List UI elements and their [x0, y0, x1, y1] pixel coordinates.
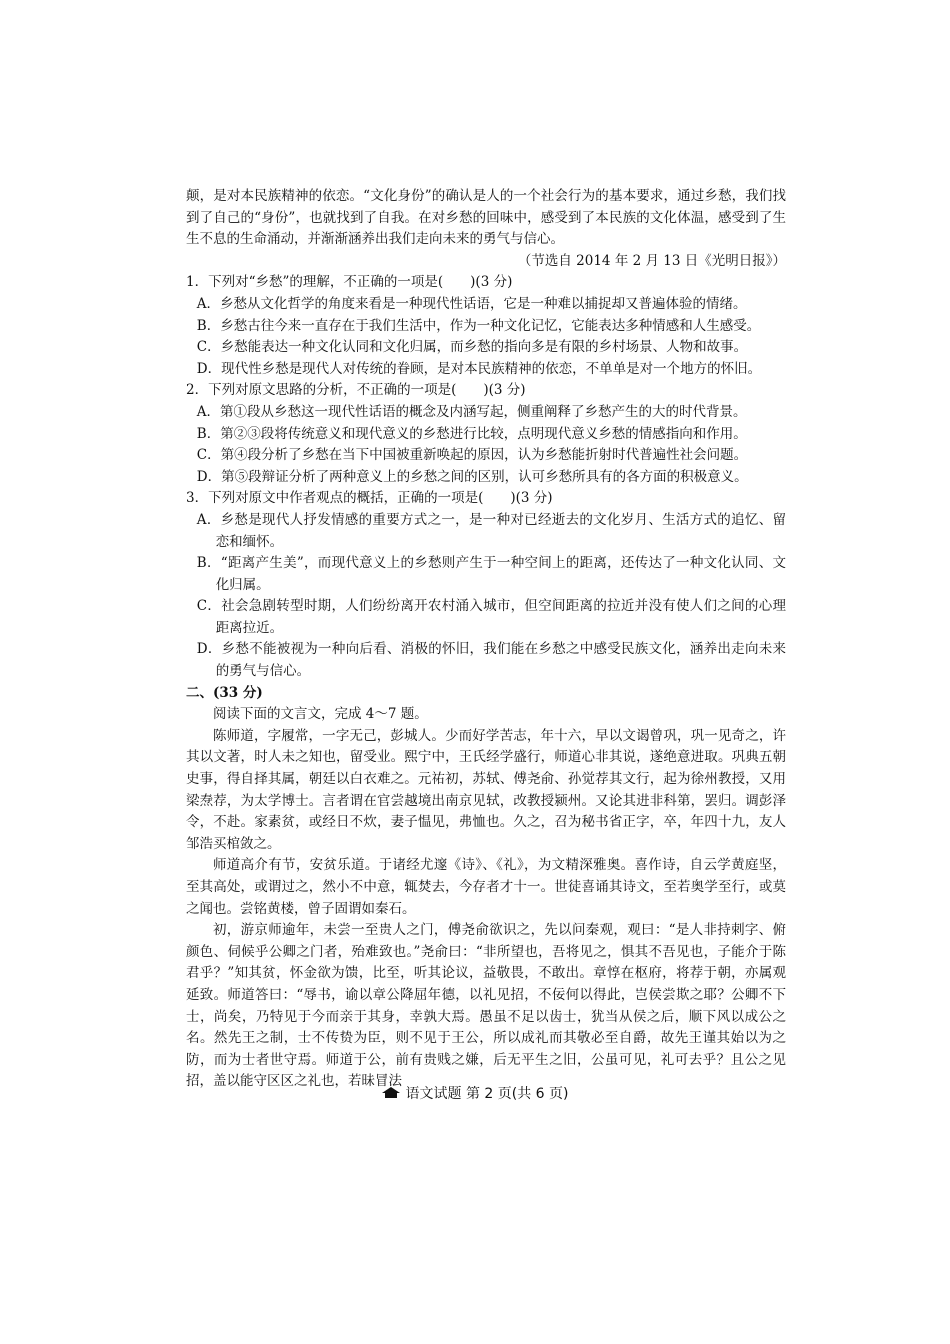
footer-page-label: 语文试题 第 2 页(共 6 页)	[405, 1086, 569, 1102]
option-d: D．第⑤段辩证分析了两种意义上的乡愁之间的区别，认可乡愁所具有的各方面的积极意义。	[196, 468, 748, 485]
question-1	[186, 272, 786, 380]
option-d: D．现代性乡愁是现代人对传统的眷顾，是对本民族精神的依恋，不单单是对一个地方的怀旧。	[196, 360, 762, 377]
section-instruction: 阅读下面的文言文，完成 4～7 题。	[213, 706, 428, 723]
graduation-cap-icon	[382, 1087, 400, 1099]
option-b: B．第②③段将传统意义和现代意义的乡愁进行比较，点明现代意义乡愁的情感指向和作用。	[196, 425, 747, 442]
option-b: B．乡愁古往今来一直存在于我们生活中，作为一种文化记忆，它能表达多种情感和人生感受。	[196, 317, 761, 334]
option-a: A．第①段从乡愁这一现代性话语的概念及内涵写起，侧重阐释了乡愁产生的大的时代背景。	[196, 403, 747, 420]
question-3	[186, 488, 786, 682]
option-d: D．乡愁不能被视为一种向后看、消极的怀旧，我们能在乡愁之中感受民族文化，涵养出走向未来的勇气与信心。	[196, 641, 786, 680]
option-b: B．“距离产生美”，而现代意义上的乡愁则产生于一种空间上的距离，还传达了一种文化认同、文化归属。	[196, 555, 786, 593]
option-a: A．乡愁是现代人抒发情感的重要方式之一，是一种对已经逝去的文化岁月、生活方式的追忆、留恋和缅怀。	[196, 511, 786, 550]
option-a: A．乡愁从文化哲学的角度来看是一种现代性话语，它是一种难以捕捉却又普遍体验的情绪。	[196, 295, 747, 312]
option-c: C．乡愁能表达一种文化认同和文化归属，而乡愁的指向多是有限的乡村场景、人物和故事。	[196, 339, 748, 356]
option-c: C．社会急剧转型时期，人们纷纷离开农村涌入城市，但空间距离的拉近并没有使人们之间的心理距离拉近。	[196, 598, 786, 636]
page-content	[186, 186, 786, 1093]
classical-paragraph-1: 陈师道，字履常，一字无己，彭城人。少而好学苦志，年十六，早以文谒曾巩，巩一见奇之，许其以文著，时人未之知也，留受业。熙宁中，王氏经学盛行，师道心非其说，遂绝意进取。巩典五朝史事，得自择其属，朝廷以白衣难之。元祐初，苏轼、傅尧俞、孙觉荐其文行，起为徐州教授，又用梁焘荐，为太学博士。言者谓在官尝越境出南京见轼，改教授颍州。又论其进非科第，罢归。调彭泽令，不赴。家素贫，或经日不炊，妻子愠见，弗恤也。久之，召为秘书省正字，卒，年四十九，友人邹浩买棺敛之。	[186, 727, 786, 852]
section-heading: 二、(33 分)	[186, 684, 263, 701]
passage-source: （节选自 2014 年 2 月 13 日《光明日报》）	[517, 252, 786, 269]
classical-paragraph-2: 师道高介有节，安贫乐道。于诸经尤邃《诗》、《礼》，为文精深雅奥。喜作诗，自云学黄庭坚，至其高处，或谓过之，然小不中意，辄焚去，今存者才十一。世徒喜诵其诗文，至若奥学至行，或莫之闻也。尝铭黄楼，曾子固谓如秦石。	[186, 857, 786, 917]
option-c: C．第④段分析了乡愁在当下中国被重新唤起的原因，认为乡愁能折射时代普遍性社会问题。	[196, 447, 748, 464]
classical-paragraph-3: 初，游京师逾年，未尝一至贵人之门，傅尧俞欲识之，先以问秦观，观曰：“是人非持刺字、俯颜色、伺候乎公卿之门者，殆难致也。”尧俞曰：“非所望也，吾将见之，惧其不吾见也，子能介于陈君乎？”知其贫，怀金欲为馈，比至，听其论议，益敬畏，不敢出。章惇在枢府，将荐于朝，亦属观延致。师道答曰：“辱书，谕以章公降屈年德，以礼见招，不佞何以得此，岂侯尝欺之耶？公卿不下士，尚矣，乃特见于今而亲于其身，幸孰大焉。愚虽不足以齿士，犹当从侯之后，顺下风以成公之名。然先王之制，士不传贽为臣，则不见于王公，所以成礼而其敬必至自爵，故先王谨其始以为之防，而为士者世守焉。师道于公，前有贵贱之嫌，后无平生之旧，公虽可见，礼可去乎？且公之见招，盖以能守区区之礼也，若昧冒法	[186, 922, 786, 1090]
passage-end-paragraph: 颠，是对本民族精神的依恋。“文化身份”的确认是人的一个社会行为的基本要求，通过乡愁，我们找到了自己的“身份”，也就找到了自我。在对乡愁的回味中，感受到了本民族的文化体温，感受到了生生不息的生命涌动，并渐渐涵养出我们走向未来的勇气与信心。	[186, 188, 786, 248]
question-stem: 1．下列对“乡愁”的理解，不正确的一项是( )(3 分)	[186, 274, 513, 291]
question-stem: 2．下列对原文思路的分析，不正确的一项是( )(3 分)	[186, 382, 526, 399]
page-footer	[0, 1083, 950, 1103]
question-2	[186, 380, 786, 488]
question-stem: 3．下列对原文中作者观点的概括，正确的一项是( )(3 分)	[186, 490, 553, 507]
